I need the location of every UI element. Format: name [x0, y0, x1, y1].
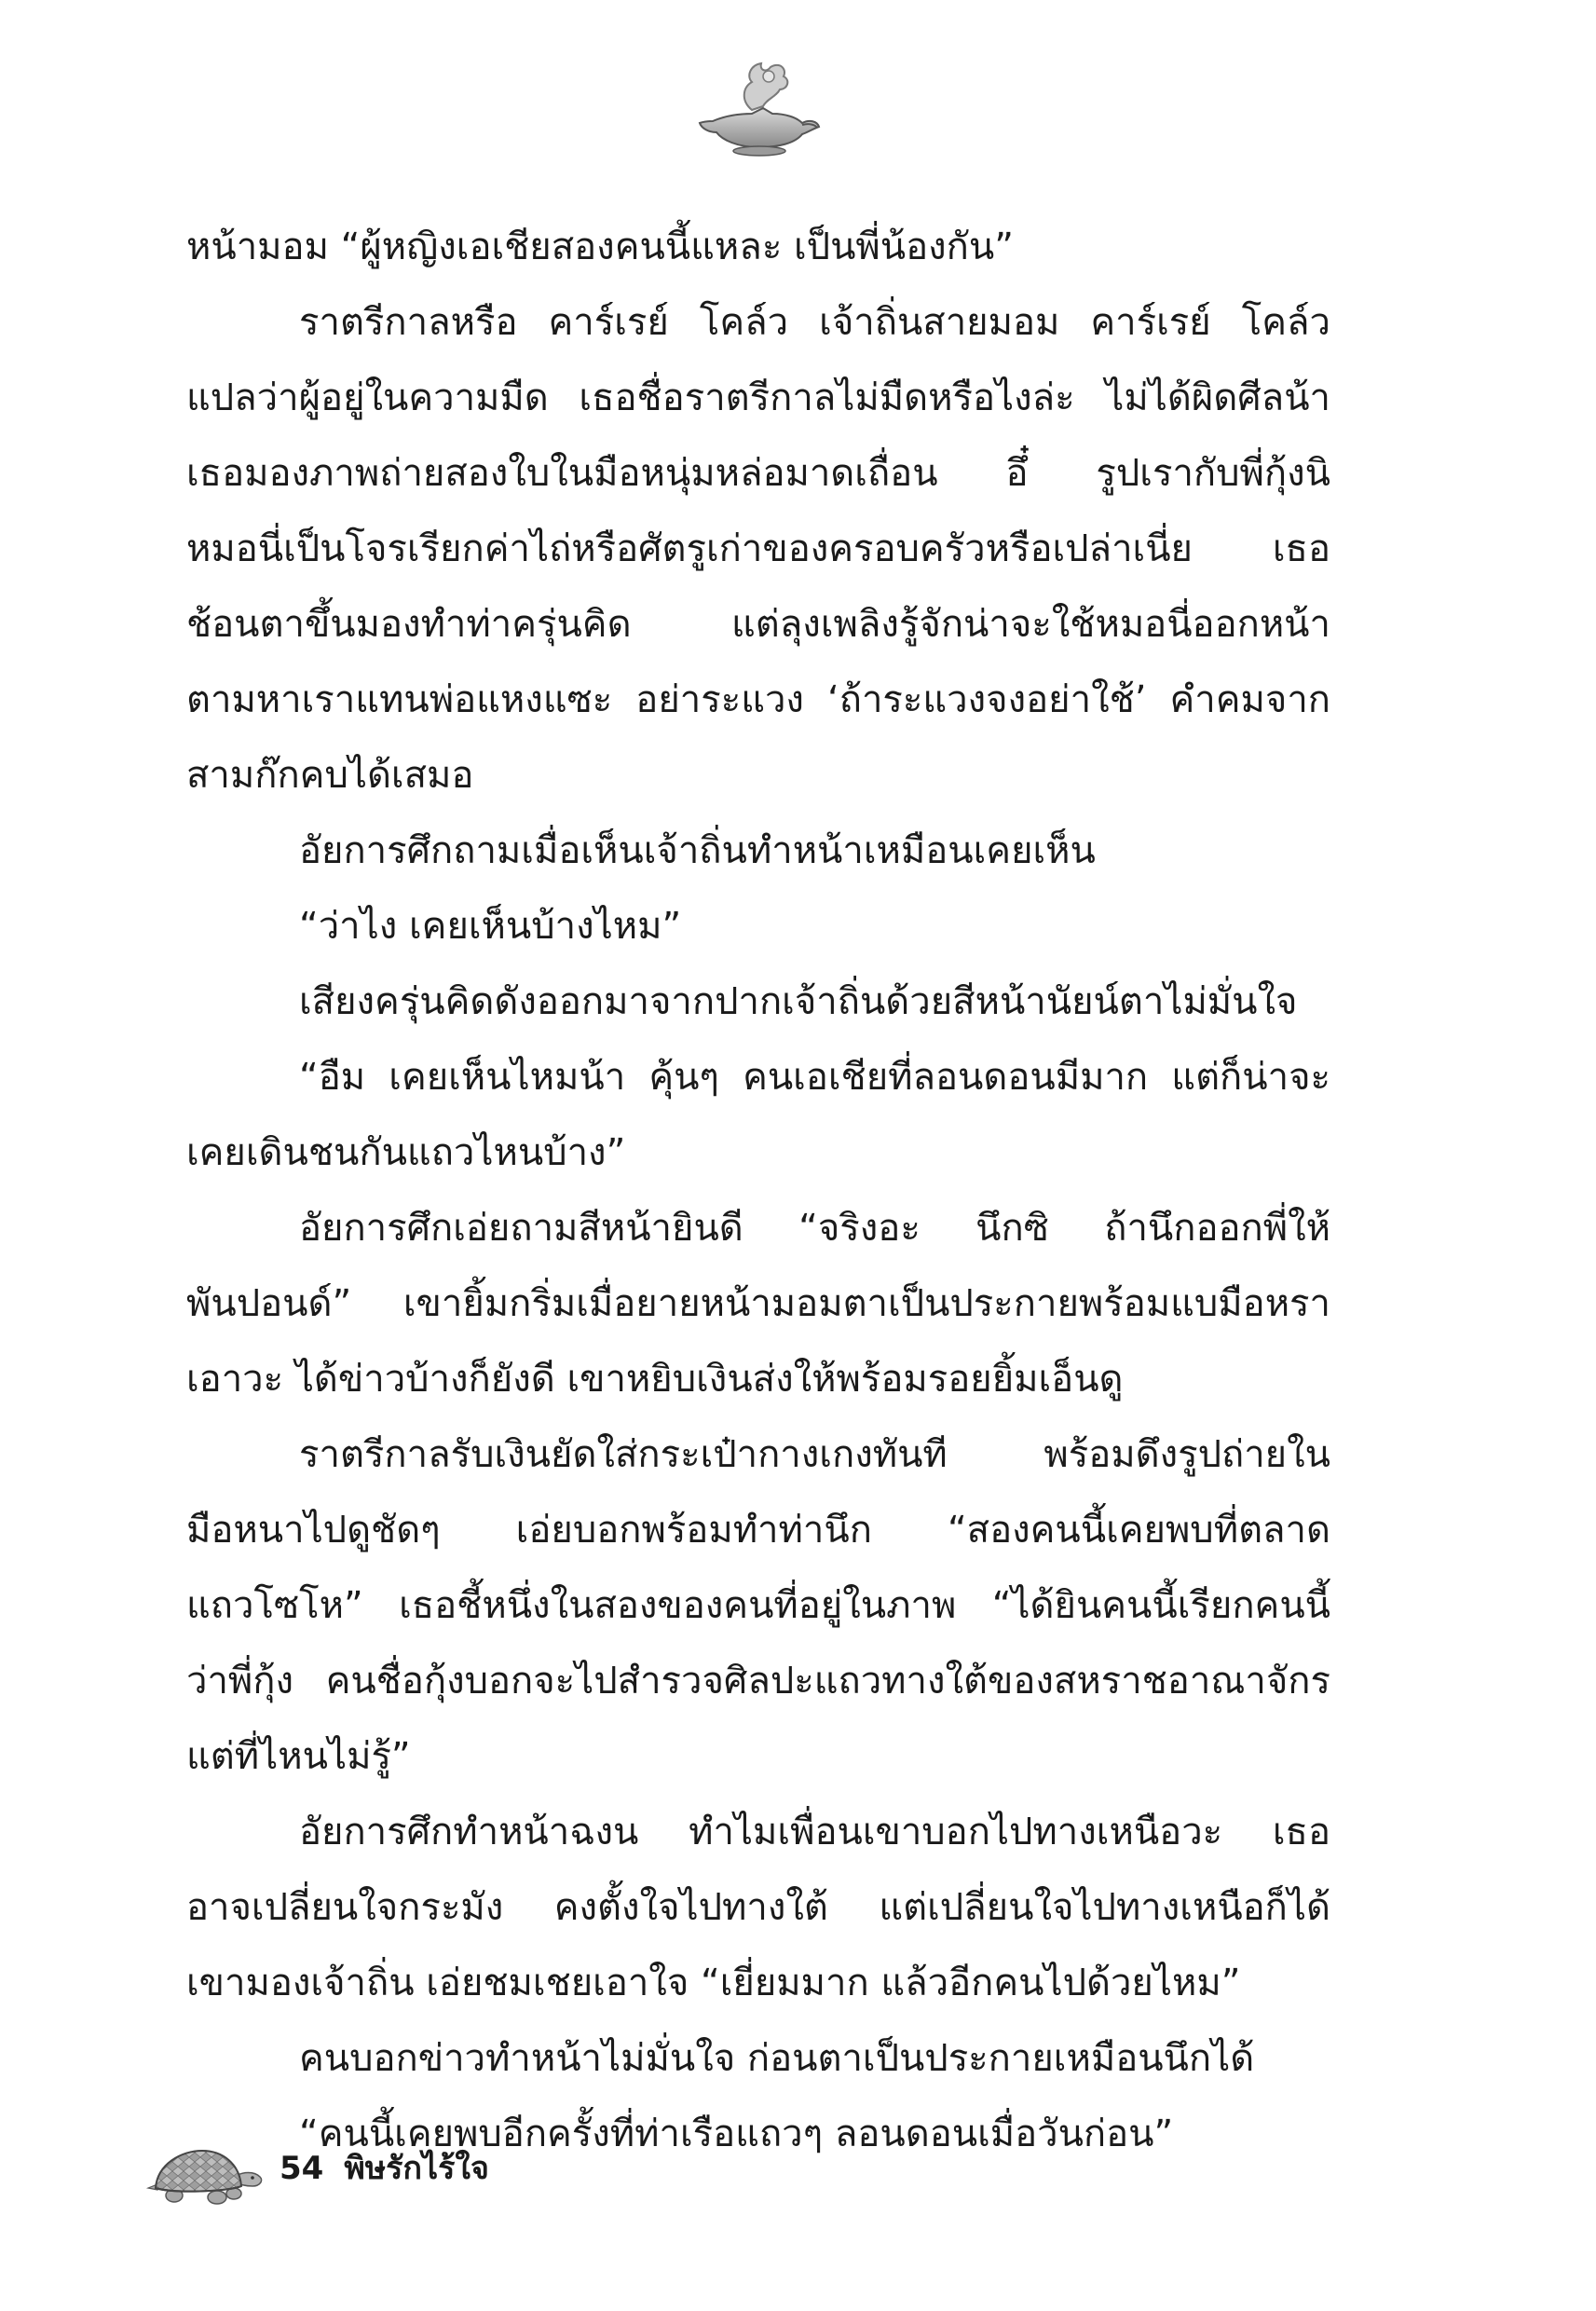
- running-footer: [280, 2148, 489, 2189]
- text-line: อัยการศึกถามเมื่อเห็นเจ้าถิ่นทำหน้าเหมือนเคยเห็น: [299, 829, 1096, 872]
- body-text: [186, 210, 1330, 2172]
- text-line: คนบอกข่าวทำหน้าไม่มั่นใจ ก่อนตาเป็นประกายเหมือนนึกได้: [299, 2037, 1255, 2080]
- book-title: พิษรักไร้ใจ: [344, 2150, 489, 2187]
- text-line: สามก๊กคบได้เสมอ: [186, 754, 474, 797]
- text-line: มือหนาไปดูชัดๆ เอ่ยบอกพร้อมทำท่านึก “สองคนนี้เคยพบที่ตลาด: [186, 1509, 1330, 1552]
- text-line: ช้อนตาขึ้นมองทำท่าครุ่นคิด แต่ลุงเพลิงรู้จักน่าจะใช้หมอนี่ออกหน้า: [186, 603, 1330, 646]
- text-line: “คนนี้เคยพบอีกครั้งที่ท่าเรือแถวๆ ลอนดอนเมื่อวันก่อน”: [299, 2113, 1174, 2155]
- text-line: ราตรีกาลรับเงินยัดใส่กระเป๋ากางเกงทันที พร้อมดึงรูปถ่ายใน: [299, 1433, 1330, 1476]
- text-line: เขามองเจ้าถิ่น เอ่ยชมเชยเอาใจ “เยี่ยมมาก แล้วอีกคนไปด้วยไหม”: [186, 1962, 1241, 2004]
- text-line: พันปอนด์” เขายิ้มกริ่มเมื่อยายหน้ามอมตาเป็นประกายพร้อมแบมือหรา: [186, 1282, 1330, 1325]
- text-line: เธอมองภาพถ่ายสองใบในมือหนุ่มหล่อมาดเถื่อน อึ๋ รูปเรากับพี่กุ้งนิ: [186, 452, 1330, 495]
- text-line: หมอนี่เป็นโจรเรียกค่าไถ่หรือศัตรูเก่าของครอบครัวหรือเปล่าเนี่ย เธอ: [186, 527, 1330, 570]
- page-number: 54: [280, 2150, 324, 2187]
- turtle-icon: [144, 2143, 266, 2207]
- text-line: เคยเดินชนกันแถวไหนบ้าง”: [186, 1131, 626, 1174]
- text-line: แปลว่าผู้อยู่ในความมืด เธอชื่อราตรีกาลไม่มืดหรือไงล่ะ ไม่ได้ผิดศีลน้า: [186, 376, 1330, 419]
- text-line: ตามหาเราแทนพ่อแหงแซะ อย่าระแวง ‘ถ้าระแวงจงอย่าใช้’ คำคมจาก: [186, 678, 1330, 721]
- text-line: เอาวะ ได้ข่าวบ้างก็ยังดี เขาหยิบเงินส่งให้พร้อมรอยยิ้มเอ็นดู: [186, 1358, 1124, 1401]
- text-line: ราตรีกาลหรือ คาร์เรย์ โคล์ว เจ้าถิ่นสายมอม คาร์เรย์ โคล์ว: [299, 301, 1330, 344]
- text-line: แถวโซโห” เธอชี้หนึ่งในสองของคนที่อยู่ในภาพ “ได้ยินคนนี้เรียกคนนี้: [186, 1584, 1330, 1627]
- genie-lamp-icon: [694, 56, 825, 158]
- text-line: “อืม เคยเห็นไหมน้า คุ้นๆ คนเอเชียที่ลอนดอนมีมาก แต่ก็น่าจะ: [299, 1056, 1330, 1099]
- text-line: “ว่าไง เคยเห็นบ้างไหม”: [299, 905, 682, 948]
- text-line: หน้ามอม “ผู้หญิงเอเชียสองคนนี้แหละ เป็นพี่น้องกัน”: [186, 226, 1014, 268]
- text-line: อัยการศึกทำหน้าฉงน ทำไมเพื่อนเขาบอกไปทางเหนือวะ เธอ: [299, 1811, 1330, 1853]
- text-line: เสียงครุ่นคิดดังออกมาจากปากเจ้าถิ่นด้วยสีหน้านัยน์ตาไม่มั่นใจ: [299, 980, 1298, 1023]
- text-line: อัยการศึกเอ่ยถามสีหน้ายินดี “จริงอะ นึกซิ ถ้านึกออกพี่ให้: [299, 1207, 1330, 1250]
- text-line: ว่าพี่กุ้ง คนชื่อกุ้งบอกจะไปสำรวจศิลปะแถวทางใต้ของสหราชอาณาจักร: [186, 1660, 1330, 1702]
- text-line: แต่ที่ไหนไม่รู้”: [186, 1735, 411, 1778]
- text-line: อาจเปลี่ยนใจกระมัง คงตั้งใจไปทางใต้ แต่เปลี่ยนใจไปทางเหนือก็ได้: [186, 1886, 1330, 1929]
